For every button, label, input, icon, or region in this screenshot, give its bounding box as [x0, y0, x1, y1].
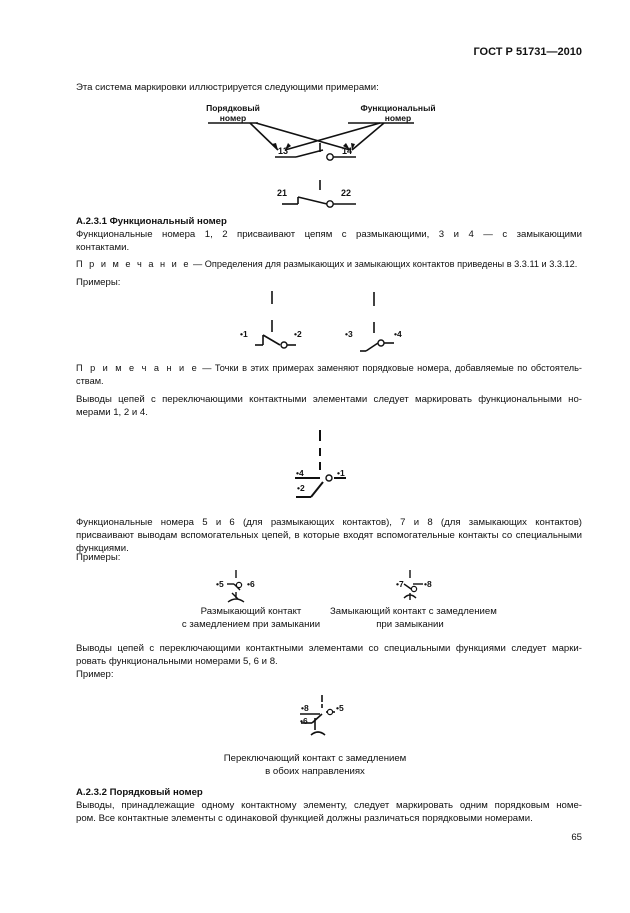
fig1-label-right-2: номер: [384, 113, 412, 123]
fig4-caption-left-2: с замедлением при замыкании: [181, 619, 321, 630]
paragraph-5-line-2: ром. Все контактные элементы с одинаковой функцией должны различаться порядковыми номерами.: [76, 813, 533, 824]
note-1-text: — Определения для размыкающих и замыкающих контактов приведены в 3.3.11 и 3.3.12.: [190, 259, 578, 269]
note-2-line-2: ствам.: [76, 376, 104, 386]
fig5-label-a: •8: [301, 703, 309, 713]
paragraph-3-line-3: функциями.: [76, 543, 129, 554]
paragraph-5-line-1: Выводы, принадлежащие одному контактному элементу, следует маркировать одним порядковым номе-: [76, 800, 582, 811]
page-number: 65: [571, 832, 582, 843]
paragraph-1-line-1: Функциональные номера 1, 2 присваивают цепям с размыкающими, 3 и 4 — с замыкающими: [76, 229, 582, 240]
paragraph-2-line-2: мерами 1, 2 и 4.: [76, 407, 148, 418]
fig1-label-left-1: Порядковый: [206, 103, 260, 113]
fig4-label-a: •5: [216, 579, 224, 589]
fig2-label-b: •2: [294, 329, 302, 339]
intro-text: Эта система маркировки иллюстрируется следующими примерами:: [76, 82, 379, 93]
examples-label-1: Примеры:: [76, 277, 121, 288]
fig2-label-c: •3: [345, 329, 353, 339]
fig5-label-b: •5: [336, 703, 344, 713]
fig4-label-c: •7: [396, 579, 404, 589]
fig1-n22: 22: [341, 188, 352, 198]
examples-label-2: Примеры:: [76, 552, 121, 563]
paragraph-4-line-2: ровать функциональными номерами 5, 6 и 8.: [76, 656, 278, 667]
fig3-label-a: •4: [296, 468, 304, 478]
section-heading-1: А.2.3.1 Функциональный номер: [76, 216, 227, 227]
fig1-n14: 14: [342, 146, 353, 156]
standard-header: ГОСТ Р 51731—2010: [473, 46, 582, 58]
paragraph-3-line-2: присваивают выводам вспомогательных цепей, в которые входят вспомогательные контакты со специальными: [76, 530, 582, 541]
fig1-label-right-1: Функциональный: [360, 103, 436, 113]
paragraph-4-line-1: Выводы цепей с переключающими контактными элементами со специальными функциями следует марки-: [76, 643, 582, 654]
fig4-caption-right-2: при замыкании: [376, 619, 444, 630]
fig5-label-c: •6: [300, 716, 308, 726]
fig1-n13: 13: [278, 146, 289, 156]
note-2-text: — Точки в этих примерах заменяют порядковые номера, добавляемые по обстоятель-: [198, 363, 582, 373]
note-1-prefix: П р и м е ч а н и е: [76, 259, 191, 269]
fig4-label-b: •6: [247, 579, 255, 589]
paragraph-1-line-2: контактами.: [76, 242, 130, 253]
fig5-caption-2: в обоих направлениях: [265, 766, 365, 777]
paragraph-3-line-1: Функциональные номера 5 и 6 (для размыкающих контактов), 7 и 8 (для замыкающих контактов): [76, 517, 582, 528]
section-heading-2: А.2.3.2 Порядковый номер: [76, 787, 203, 798]
example-label: Пример:: [76, 669, 114, 680]
fig2-label-a: •1: [240, 329, 248, 339]
fig5-caption-1: Переключающий контакт с замедлением: [223, 753, 407, 764]
fig4-label-d: •8: [424, 579, 432, 589]
note-2-prefix: П р и м е ч а н и е: [76, 363, 199, 373]
fig4-caption-right-1: Замыкающий контакт с замедлением: [330, 606, 497, 617]
paragraph-2-line-1: Выводы цепей с переключающими контактными элементами следует маркировать функциональными но-: [76, 394, 582, 405]
fig1-label-left-2: номер: [219, 113, 247, 123]
fig2-label-d: •4: [394, 329, 402, 339]
fig1-n21: 21: [277, 188, 288, 198]
fig3-label-b: •1: [337, 468, 345, 478]
fig4-caption-left-1: Размыкающий контакт: [200, 606, 302, 617]
fig3-label-c: •2: [297, 483, 305, 493]
